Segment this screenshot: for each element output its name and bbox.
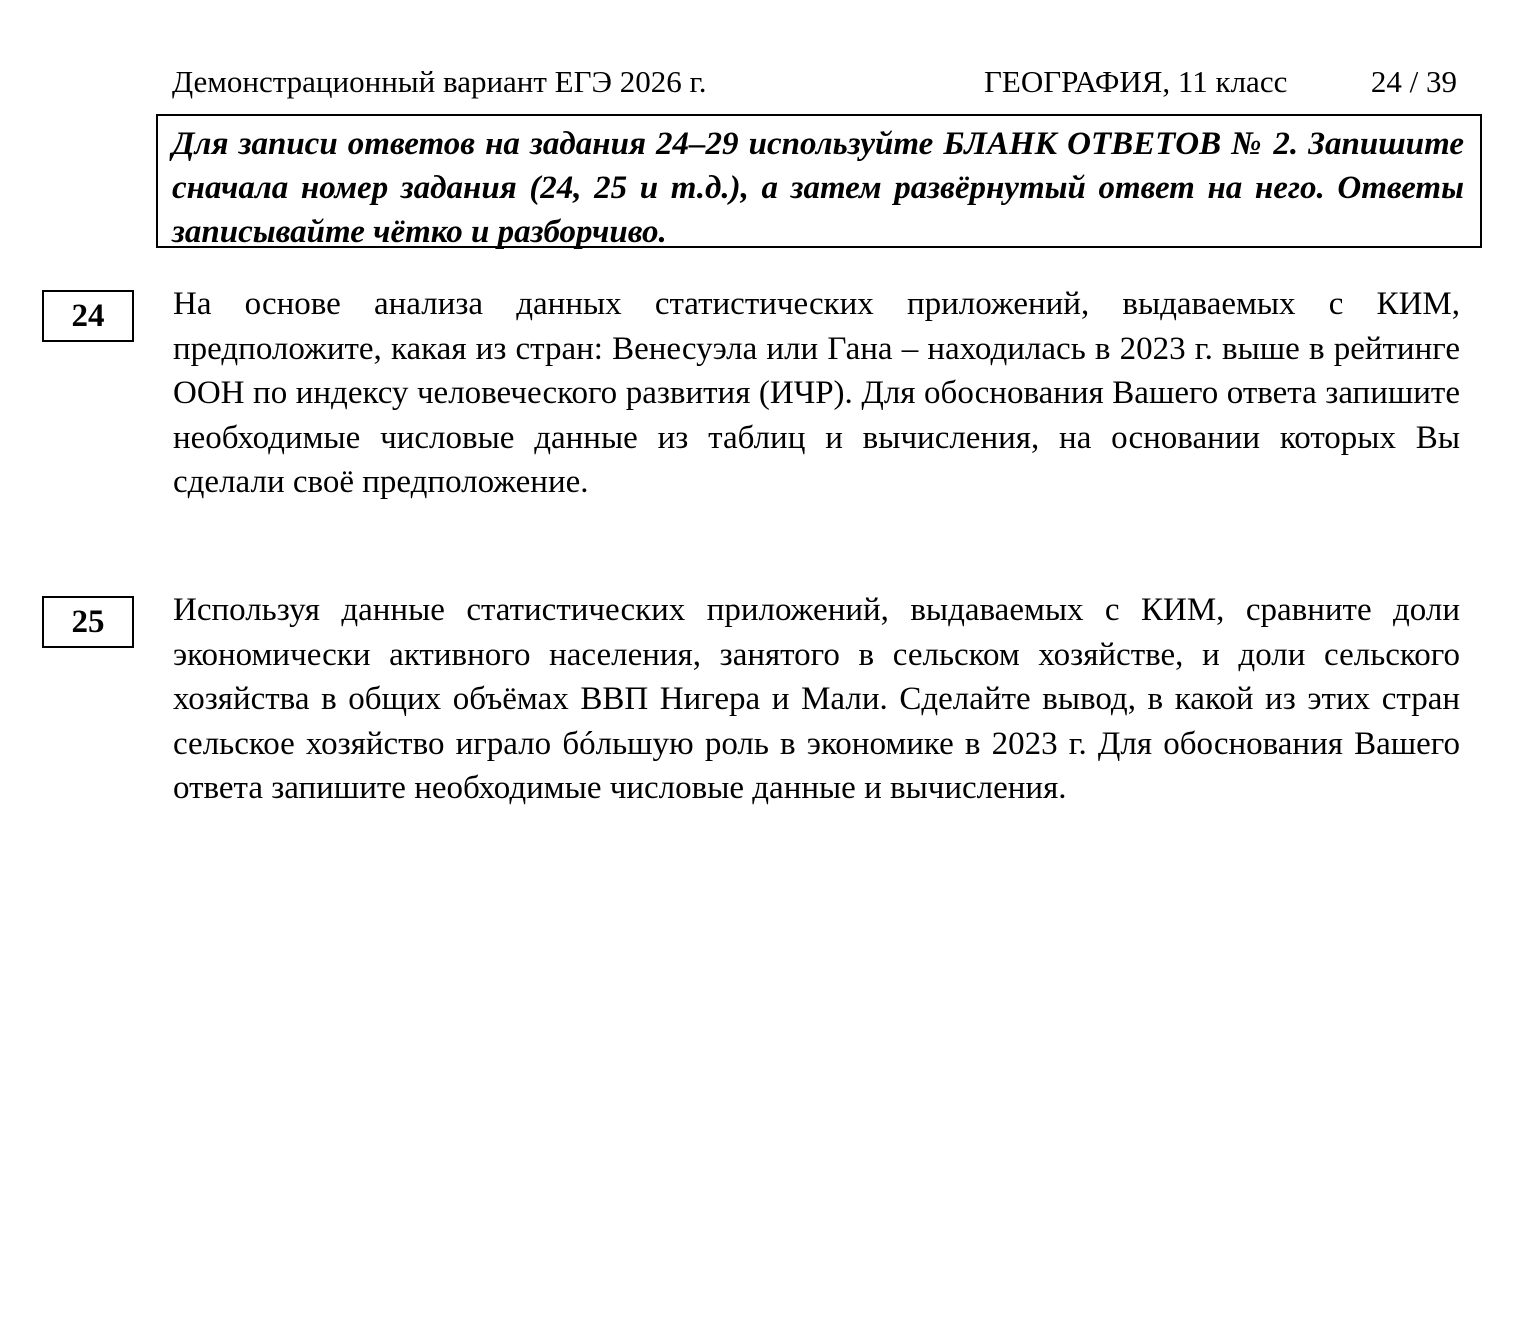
task-number-box: 25 — [42, 596, 134, 648]
instruction-box: Для записи ответов на задания 24–29 используйте БЛАНК ОТВЕТОВ № 2. Запишите сначала номер задания (24, 25 и т.д.), а затем развёрнутый ответ на него. Ответы записывайте чётко и разборчиво. — [156, 114, 1482, 248]
task-text: Используя данные статистических приложений, выдаваемых с КИМ, сравните доли экономически активного населения, занятого в сельском хозяйстве, и доли сельского хозяйства в общих объёмах ВВП Нигера и Мали. Сделайте вывод, в какой из этих стран сельское хозяйство играло бóльшую роль в экономике в 2023 г. Для обоснования Вашего ответа запишите необходимые числовые данные и вычисления. — [173, 592, 1460, 806]
task-number-box: 24 — [42, 290, 134, 342]
task-text: На основе анализа данных статистических приложений, выдаваемых с КИМ, предположите, какая из стран: Венесуэла или Гана – находилась в 2023 г. выше в рейтинге ООН по индексу человеческого развития (ИЧР). Для обоснования Вашего ответа запишите необходимые числовые данные из таблиц и вычисления, на основании которых Вы сделали своё предположение. — [173, 286, 1460, 500]
exam-title: Демонстрационный вариант ЕГЭ 2026 г. — [172, 64, 707, 99]
subject-title: ГЕОГРАФИЯ, 11 класс — [984, 64, 1288, 99]
page-header — [172, 60, 1457, 104]
page-number: 24 / 39 — [1370, 64, 1457, 99]
